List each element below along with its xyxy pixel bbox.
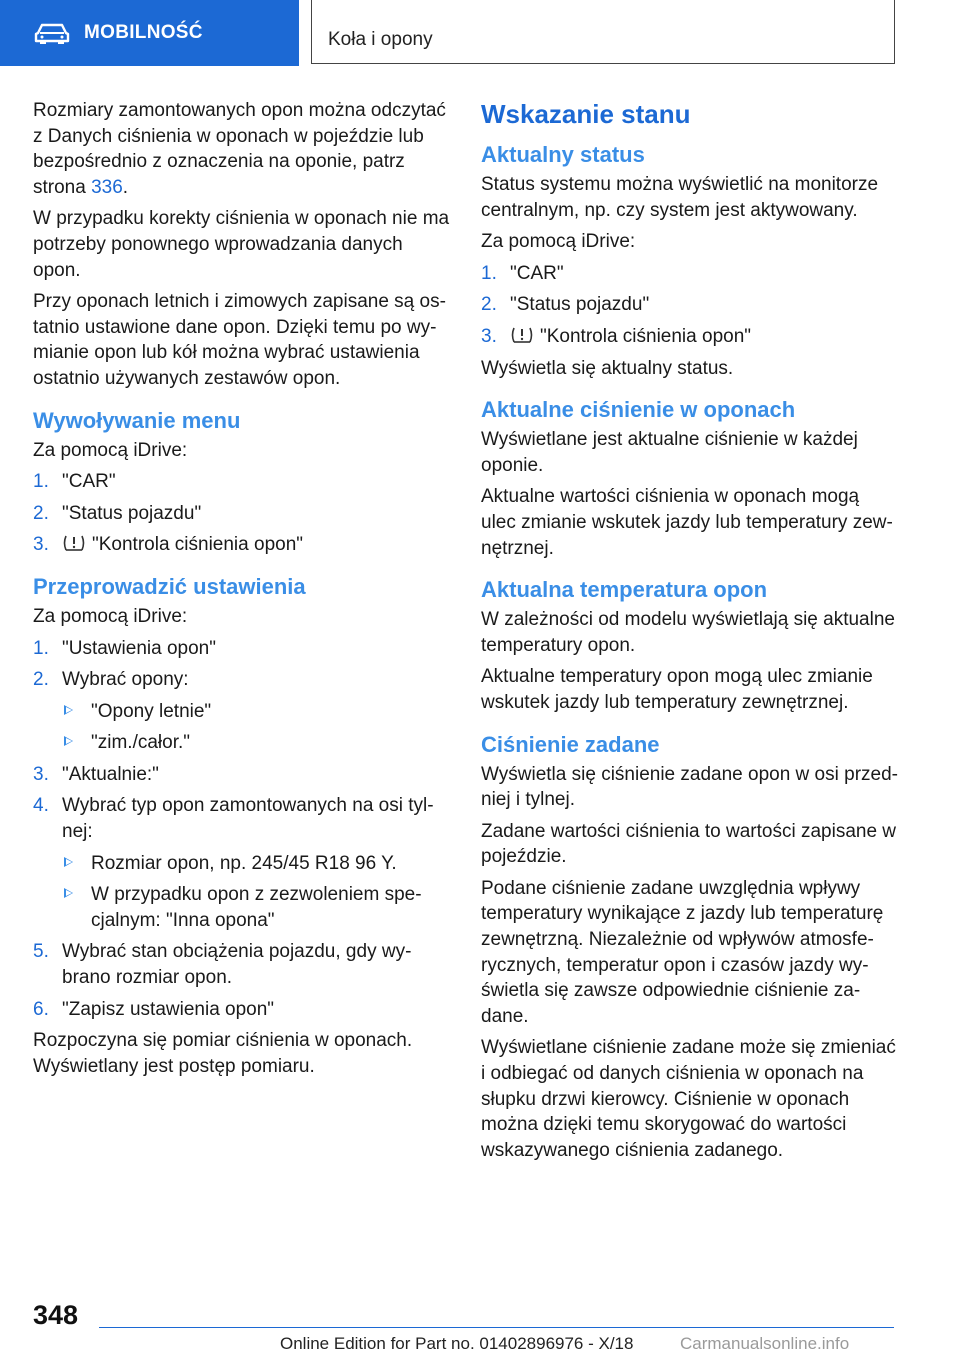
paragraph-tire-sizes: Rozmiary zamontowanych opon można odczytać z Danych ciśnienia w oponach w pojeździe lub bezpośrednio z oznaczenia na oponie, patrz strona 336. (33, 100, 446, 198)
menu-steps (33, 469, 451, 558)
sub-list-item: Rozmiar opon, np. 245/45 R18 96 Y. (62, 851, 451, 877)
menu-intro: Za pomocą iDrive: (33, 439, 188, 461)
paragraph-closing: Rozpoczyna się pomiar ciśnienia w oponach. Wyświetlany jest postęp pomiaru. (33, 1030, 413, 1077)
list-item: 3. "Kontrola ciśnienia opon" (481, 325, 752, 347)
paragraph-correction: W przypadku korekty ciśnienia w oponach nie ma potrzeby ponownego wprowadzania danych opon. (33, 208, 450, 281)
chapter-title: Koła i opony (328, 29, 433, 50)
page-link[interactable]: 336 (91, 176, 123, 198)
car-icon (34, 21, 70, 45)
sub-list-item: "Opony letnie" (62, 699, 451, 725)
edition-note: Online Edition for Part no. 01402896976 - X/18 (280, 1334, 634, 1353)
list-item: 6. "Zapisz ustawienia opon" (33, 998, 275, 1020)
paragraph-target-3: Podane ciśnienie zadane uwzględnia wpływy temperatury wynikające z jazdy lub temperaturę zewnętrzną. Niezależnie od wpływów atmosferycznych, temperatur opon i czasów jazdy wyświetla się zawsze odpowiednie ciśnienie zadane. (481, 877, 884, 1027)
list-item: 1. "Ustawienia opon" (33, 637, 216, 659)
bullet-triangle-icon (64, 736, 73, 746)
heading-settings: Przeprowadzić ustawienia (33, 573, 306, 599)
list-item: 3. "Kontrola ciśnienia opon" (33, 534, 304, 556)
paragraph-temperature-1: W zależności od modelu wyświetlają się aktualne temperatury opon. (481, 609, 895, 656)
status-after: Wyświetla się aktualny status. (481, 357, 734, 379)
list-item: 1. "CAR" (33, 471, 116, 493)
paragraph-target-2: Zadane wartości ciśnienia to wartości zapisane w pojeździe. (481, 820, 897, 868)
list-item: 3. "Aktualnie:" (33, 763, 159, 785)
settings-intro: Za pomocą iDrive: (33, 605, 188, 627)
paragraph-seasonal: Przy oponach letnich i zimowych zapisane są ostatnio ustawione dane opon. Dzięki temu po wymianie opon lub kół można wybrać ustawienia ostatnio używanych zestawów opon. (33, 291, 446, 389)
footer-divider (99, 1327, 894, 1328)
left-column (33, 98, 451, 1085)
watermark: Carmanualsonline.info (680, 1334, 850, 1353)
chapter-tab (311, 0, 895, 64)
section-tab (0, 0, 299, 66)
status-intro: Za pomocą iDrive: (481, 231, 636, 253)
section-title: MOBILNOŚĆ (84, 22, 203, 43)
list-item: 2. "Status pojazdu" (481, 294, 650, 316)
bullet-triangle-icon (64, 888, 73, 898)
bullet-triangle-icon (64, 857, 73, 867)
heading-menu: Wywoływanie menu (33, 407, 241, 433)
paragraph-temperature-2: Aktualne temperatury opon mogą ulec zmianie wskutek jazdy lub temperatury zewnętrznej. (481, 666, 873, 713)
tire-pressure-icon (510, 325, 534, 345)
right-column (481, 98, 899, 1169)
paragraph-pressure-2: Aktualne wartości ciśnienia w oponach mogą ulec zmianie wskutek jazdy lub temperatury zewnętrznej. (481, 486, 893, 559)
paragraph-pressure-1: Wyświetlane jest aktualne ciśnienie w każdej oponie. (481, 429, 858, 476)
sub-list-item: W przypadku opon z zezwoleniem specjalnym: "Inna opona" (62, 882, 451, 933)
sub-list-item: "zim./całor." (62, 730, 451, 756)
section-heading: Wskazanie stanu (481, 99, 691, 129)
settings-steps (33, 636, 451, 1023)
heading-target-pressure: Ciśnienie zadane (481, 731, 660, 757)
status-steps (481, 261, 899, 350)
paragraph-status: Status systemu można wyświetlić na monitorze centralnym, np. czy system jest aktywowany. (481, 174, 879, 221)
list-item: 2. "Status pojazdu" (33, 502, 202, 524)
page-number: 348 (33, 1300, 79, 1330)
list-item: 4. Wybrać typ opon zamontowanych na osi tylnej: Rozmiar opon, np. 245/45 R18 96 Y. W przypadku opon z zezwoleniem specjalnym: "Inna opona" (33, 793, 451, 933)
sub-list (62, 699, 451, 756)
paragraph-target-1: Wyświetla się ciśnienie zadane opon w osi przedniej i tylnej. (481, 763, 898, 811)
tire-pressure-icon (62, 533, 86, 553)
bullet-triangle-icon (64, 705, 73, 715)
heading-status: Aktualny status (481, 142, 645, 167)
heading-temperature: Aktualna temperatura opon (481, 577, 768, 603)
sub-list (62, 851, 451, 934)
list-item: 2. Wybrać opony: "Opony letnie" "zim./całor." (33, 667, 451, 756)
heading-pressure: Aktualne ciśnienie w oponach (481, 397, 796, 423)
list-item: 5. Wybrać stan obciążenia pojazdu, gdy wybrano rozmiar opon. (33, 941, 412, 989)
list-item: 1. "CAR" (481, 262, 564, 284)
paragraph-target-4: Wyświetlane ciśnienie zadane może się zmieniać i odbiegać od danych ciśnienia w oponach na słupku drzwi kierowcy. Ciśnienie w oponach można dzięki temu skorygować do wartości wskazywanego ciśnienia zadanego. (481, 1037, 896, 1161)
